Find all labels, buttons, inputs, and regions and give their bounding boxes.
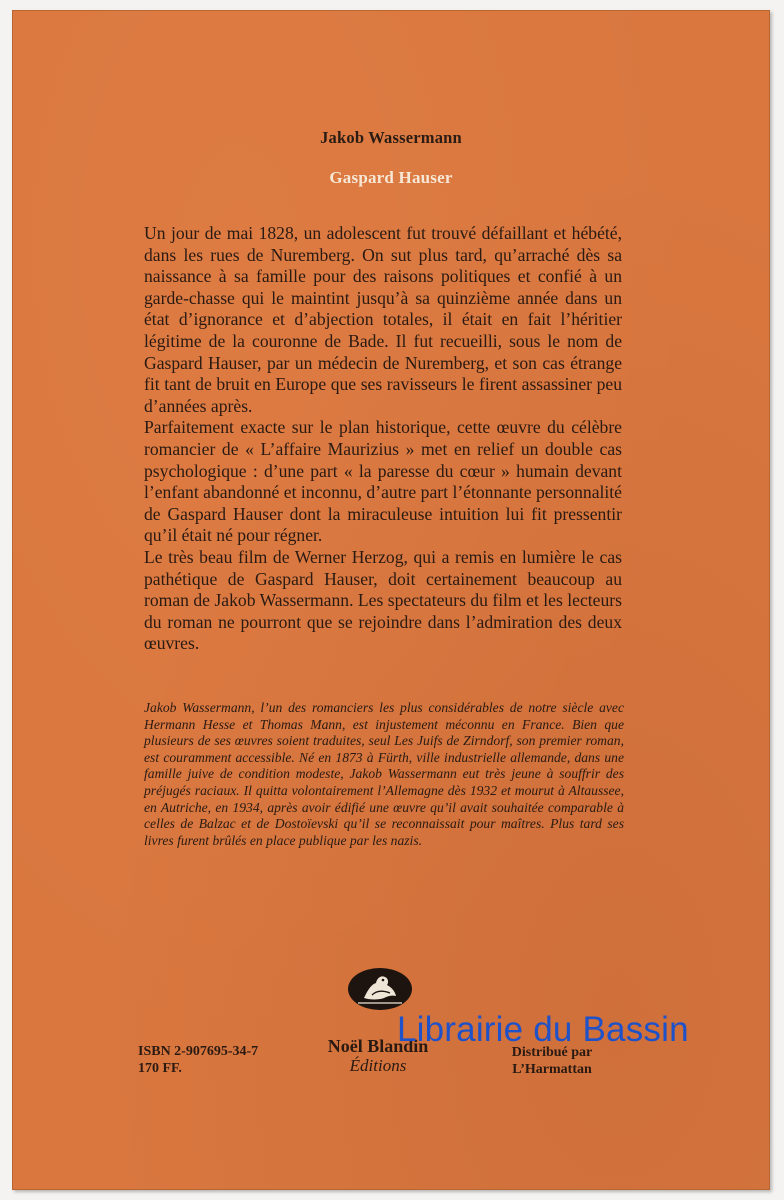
shop-watermark: Librairie du Bassin: [397, 1010, 689, 1049]
synopsis-paragraph: Un jour de mai 1828, un adolescent fut trouvé défaillant et hébété, dans les rues de Nuremberg. On sut plus tard, qu’arraché dès sa naissance à sa famille pour des raisons politiques et confié à un garde-chasse qui le maintint jusqu’à sa quinzième année dans un état d’ignorance et d’abjection totales, il était en fait l’héritier légitime de la couronne de Bade. Il fut recueilli, sous le nom de Gaspard Hauser, par un médecin de Nuremberg, et son cas étrange fit tant de bruit en Europe que ses ravisseurs le firent assassiner peu d’années après.: [144, 223, 622, 416]
book-title: Gaspard Hauser: [329, 168, 453, 187]
book-back-cover: [12, 10, 770, 1190]
distributed-label: Distribué par: [511, 1045, 593, 1060]
publisher-name: Noël Blandin: [327, 1036, 429, 1056]
distributor-name: L’Harmattan: [512, 1062, 592, 1077]
synopsis-paragraph: Parfaitement exacte sur le plan historique, cette œuvre du célèbre romancier de « L’affaire Maurizius » met en relief un double cas psychologique : d’une part « la paresse du cœur » humain devant l’enfant abandonné et inconnu, d’autre part l’étonnante personnalité de Gaspard Hauser dont la miraculeuse intuition lui fit pressentir qu’il était né pour régner.: [144, 417, 622, 546]
isbn-number: ISBN 2-907695-34-7: [138, 1044, 259, 1059]
author-biography: Jakob Wassermann, l’un des romanciers les plus considérables de notre siècle avec Hermann Hesse et Thomas Mann, est injustement méconnu en France. Bien que plusieurs de ses œuvres soient traduites, seul Les Juifs de Zirndorf, son premier roman, est couramment accessible. Né en 1873 à Fürth, ville industrielle allemande, dans une famille juive de condition modeste, Jakob Wassermann eut très jeune à souffrir des préjugés raciaux. Il quitta volontairement l’Allemagne dès 1932 et mourut à Altaussee, en Autriche, en 1934, après avoir édifié une œuvre qu’il avait souhaitée comparable à celles de Balzac et de Dostoïevski qu’il se reconnaissait pour maîtres. Plus tard ses livres furent brûlés en place publique par les nazis.: [144, 700, 624, 848]
isbn-block: [138, 1043, 258, 1077]
publisher-subtitle: Éditions: [349, 1056, 407, 1075]
price: 170 FF.: [138, 1061, 182, 1076]
synopsis-text: [144, 223, 622, 655]
author-name: Jakob Wassermann: [320, 128, 462, 147]
synopsis-paragraph: Le très beau film de Werner Herzog, qui a remis en lumière le cas pathétique de Gaspard Hauser, doit certainement beaucoup au roman de Jakob Wassermann. Les spectateurs du film et les lecteurs du roman ne pourront que se rejoindre dans l’admiration des deux œuvres.: [144, 546, 622, 654]
publisher-logo-icon: [346, 965, 414, 1011]
